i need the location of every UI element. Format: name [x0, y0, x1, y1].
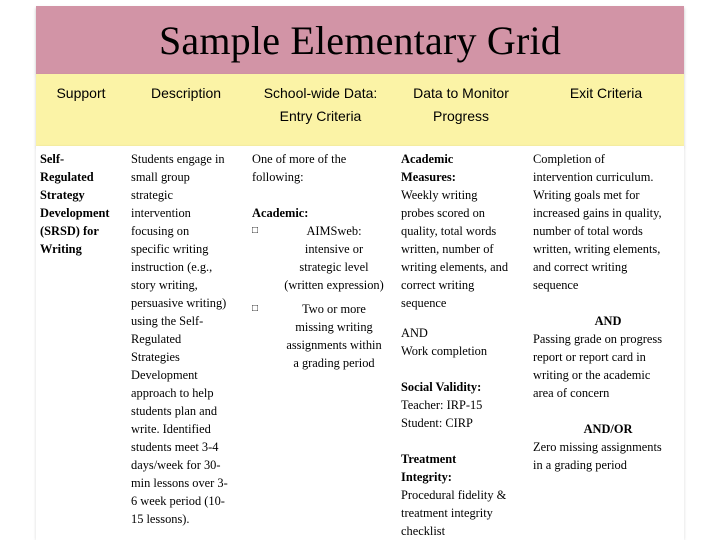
header-entry-criteria: School-wide Data: Entry Criteria — [263, 85, 378, 124]
entry-criterion-aimsweb: □ AIMSweb: intensive or strategic level (written expression) — [252, 224, 384, 292]
header-monitor-progress: Data to Monitor Progress — [413, 85, 509, 124]
table-header — [36, 74, 684, 146]
page-title: Sample Elementary Grid — [158, 17, 562, 63]
exit-criteria-cell: Completion of intervention curriculum. Writing goals met for increased gains in quality, number of total words written, writing elements, and correct writing sequence AND Passing grade on progress report or report card in writing or the academic area of concern AND/OR Zero missing assignments in a grading period — [533, 152, 663, 472]
monitor-progress-cell: Academic Measures: Weekly writing probes scored on quality, total words written, number of writing elements, and correct writing sequence AND Work completion Social Validity: Teacher: IRP-15 Student: CIRP Treatment Integrity: Procedural fidelity & treatment integrity checklist — [401, 152, 509, 538]
description-cell: Students engage in small group strategic intervention focusing on specific writing instruction (e.g., story writing, persuasive writing) using the Self- Regulated Strategies Development approach to help students plan and write. Identified students meet 3-4 days/week for 30- min lessons over 3- 6 week period (10- 15 lessons). — [131, 152, 228, 526]
entry-academic-heading: Academic: — [252, 206, 309, 220]
header-exit-criteria: Exit Criteria — [569, 85, 643, 101]
checkbox-icon: □ — [252, 225, 259, 236]
support-cell: Self- Regulated Strategy Development (SRSD) for Writing — [40, 152, 110, 256]
checkbox-icon: □ — [252, 303, 259, 314]
table-body — [36, 146, 684, 540]
entry-criterion-missing-assignments: □ Two or more missing writing assignments within a grading period — [252, 302, 382, 370]
header-support: Support — [56, 85, 106, 101]
title-banner — [36, 6, 684, 74]
entry-criteria-cell: One of more of the following: Academic: □ AIMSweb: intensive or strategic level (written expression) □ Two or more missing writing assignments within a grading period — [252, 150, 394, 372]
header-description: Description — [150, 85, 222, 101]
